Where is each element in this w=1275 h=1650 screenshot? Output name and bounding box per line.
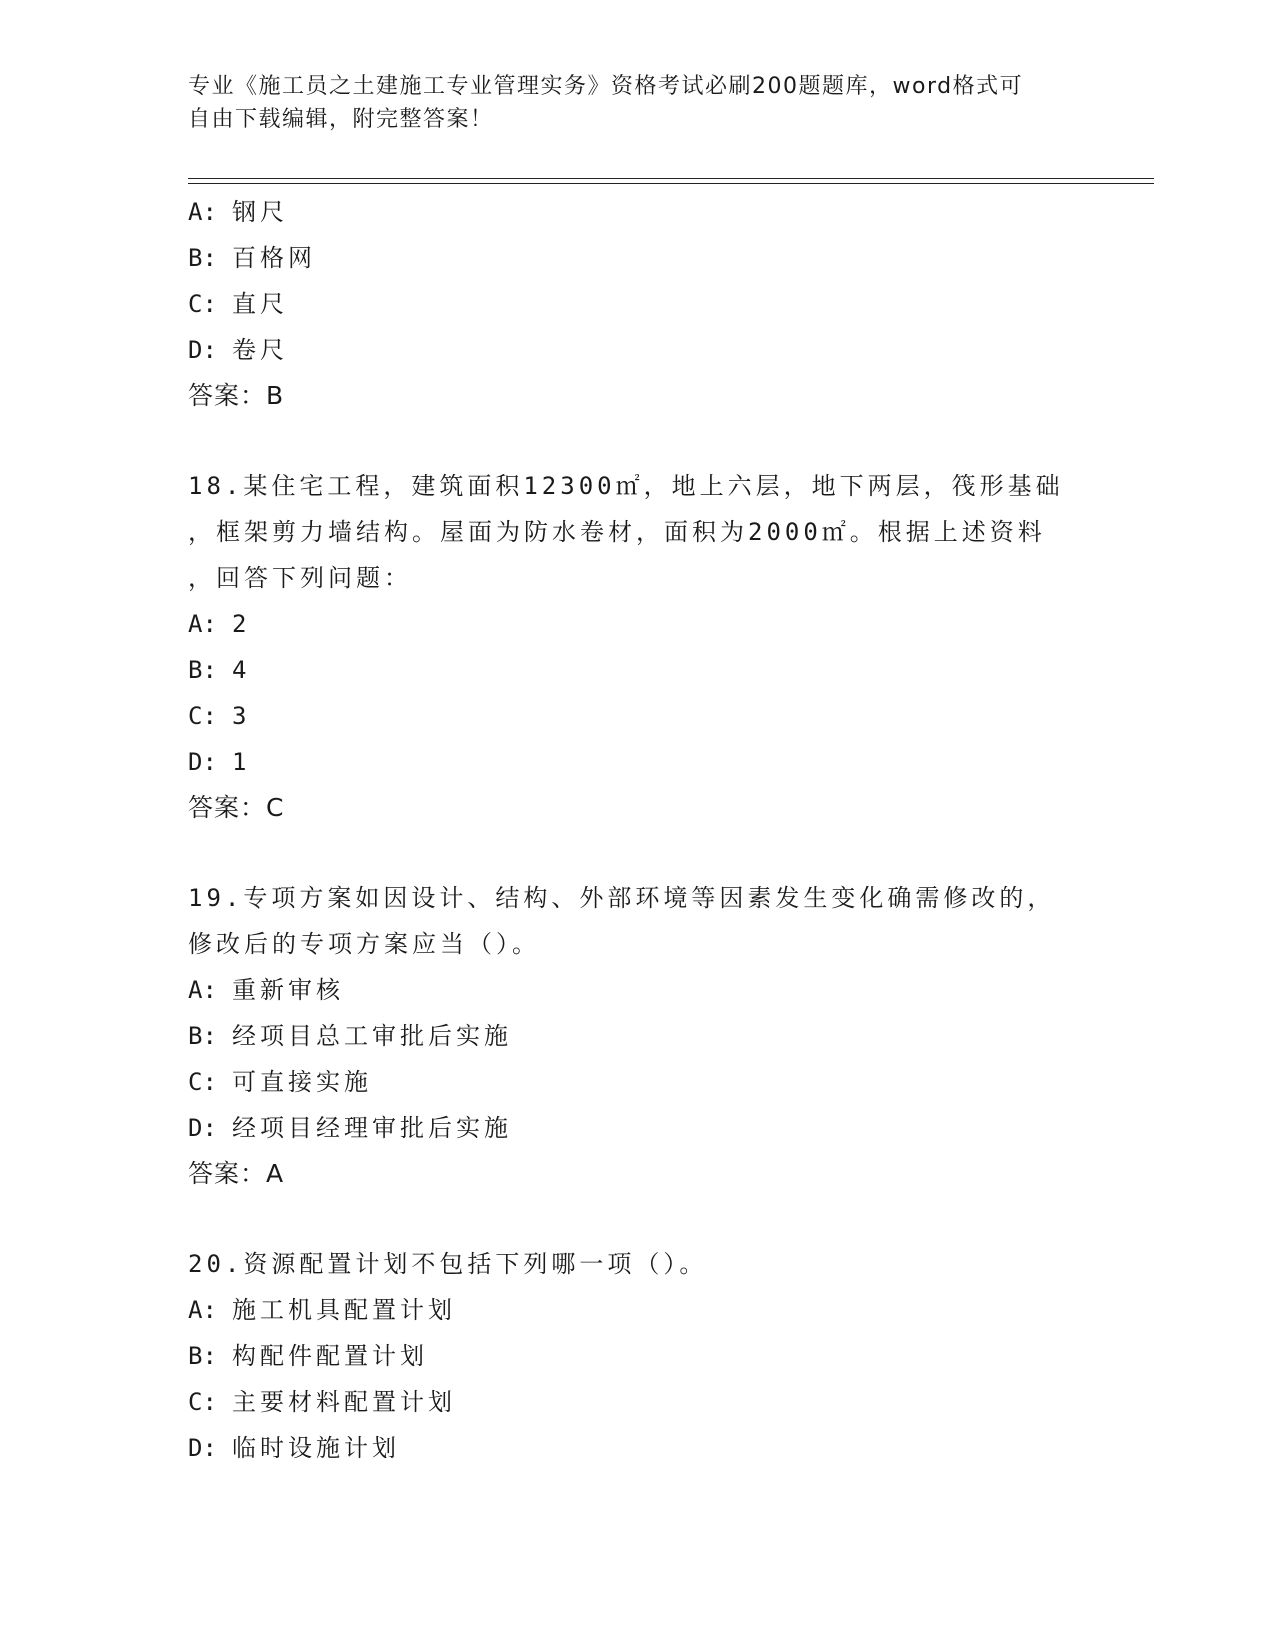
question-text-line: 18.某住宅工程，建筑面积12300㎡，地上六层，地下两层，筏形基础 (188, 472, 1064, 500)
question-list (188, 189, 1088, 1471)
question-text-line: ，回答下列问题： (188, 564, 412, 592)
option-a: A: 重新审核 (188, 976, 344, 1004)
document-header (188, 70, 1088, 136)
question-19 (188, 875, 1088, 1197)
question-text-line: ，框架剪力墙结构。屋面为防水卷材，面积为2000㎡。根据上述资料 (188, 518, 1046, 546)
option-b: B: 百格网 (188, 244, 316, 272)
question-17 (188, 189, 1088, 419)
option-a: A: 施工机具配置计划 (188, 1296, 456, 1324)
header-title-line-1: 专业《施工员之土建施工专业管理实务》资格考试必刷200题题库，word格式可 (188, 74, 1024, 99)
option-d: D: 卷尺 (188, 336, 288, 364)
question-text (188, 1241, 1088, 1287)
option-b: B: 构配件配置计划 (188, 1342, 428, 1370)
option-c: C: 3 (188, 702, 251, 730)
option-a: A: 钢尺 (188, 198, 288, 226)
question-text (188, 463, 1088, 601)
header-divider-top (188, 178, 1154, 179)
option-b: B: 4 (188, 656, 251, 684)
question-text-line: 修改后的专项方案应当（）。 (188, 930, 540, 958)
question-text-line: 19.专项方案如因设计、结构、外部环境等因素发生变化确需修改的， (188, 884, 1056, 912)
option-d: D: 1 (188, 748, 251, 776)
option-d: D: 经项目经理审批后实施 (188, 1114, 512, 1142)
option-c: C: 直尺 (188, 290, 288, 318)
option-b: B: 经项目总工审批后实施 (188, 1022, 512, 1050)
header-title-line-2: 自由下载编辑，附完整答案！ (188, 107, 494, 132)
question-text-line: 20.资源配置计划不包括下列哪一项（）。 (188, 1250, 708, 1278)
option-a: A: 2 (188, 610, 251, 638)
spacer (188, 831, 1088, 875)
answer: 答案：B (188, 381, 285, 410)
option-c: C: 主要材料配置计划 (188, 1388, 456, 1416)
spacer (188, 419, 1088, 463)
option-d: D: 临时设施计划 (188, 1434, 400, 1462)
header-divider-bottom (188, 183, 1154, 184)
answer: 答案：A (188, 1159, 285, 1188)
spacer (188, 1197, 1088, 1241)
answer: 答案：C (188, 793, 285, 822)
question-text (188, 875, 1088, 967)
question-20 (188, 1241, 1088, 1471)
question-18 (188, 463, 1088, 831)
option-c: C: 可直接实施 (188, 1068, 372, 1096)
